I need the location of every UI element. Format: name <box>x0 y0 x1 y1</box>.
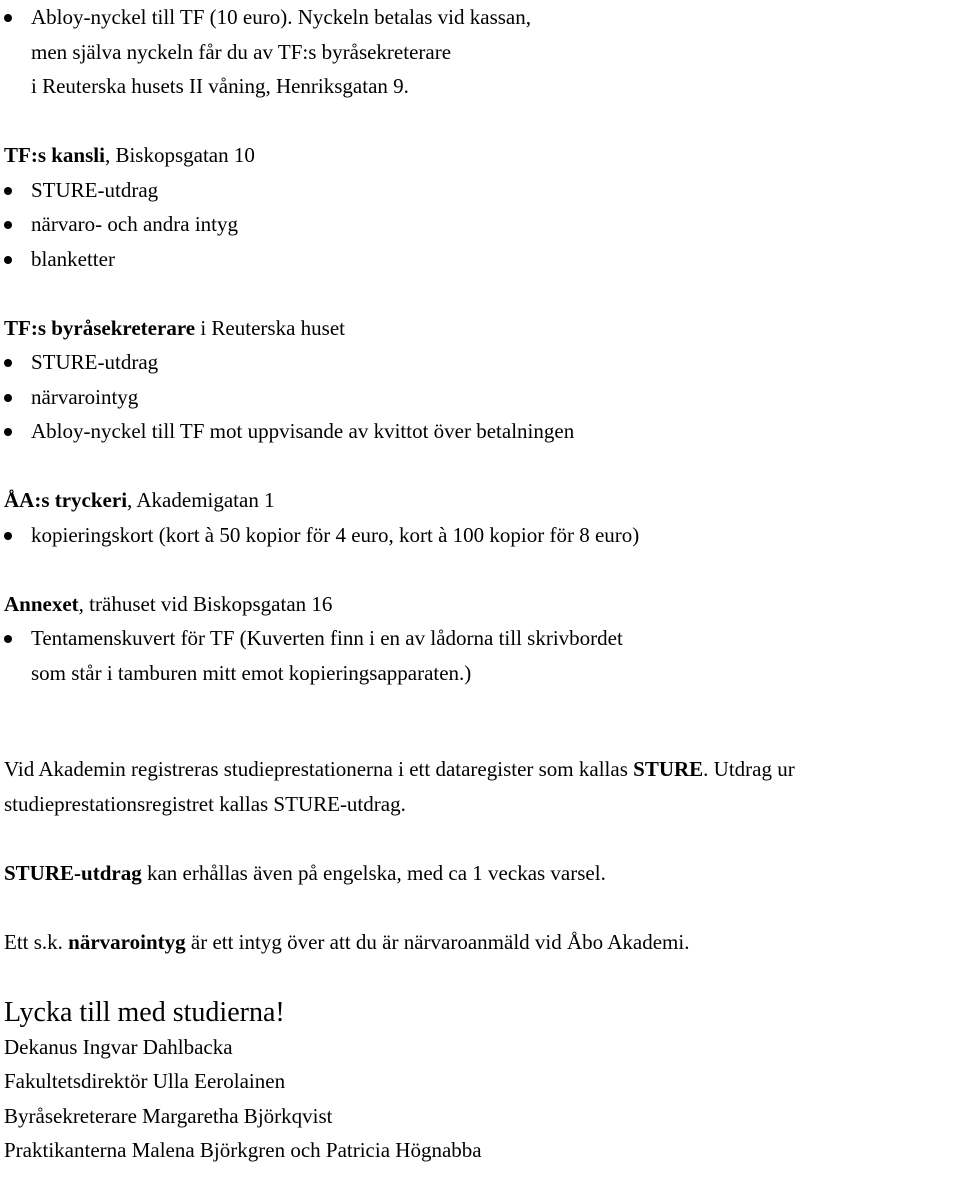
paragraph-text: är ett intyg över att du är närvaroanmäld vid Åbo Akademi. <box>185 929 690 954</box>
section-heading-bold: TF:s kansli <box>4 143 105 167</box>
list-item-line: som står i tamburen mitt emot kopieringsapparaten.) <box>31 660 472 685</box>
list-item-line: Tentamenskuvert för TF (Kuverten finn i en av lådorna till skrivbordet <box>31 626 623 650</box>
list-item <box>4 0 956 104</box>
paragraph-bold: STURE-utdrag <box>4 860 142 885</box>
abloy-list <box>4 0 956 104</box>
kansli-list <box>4 173 956 277</box>
spacer <box>4 104 956 139</box>
closing-title: Lycka till med studierna! <box>4 996 285 1028</box>
info-paragraph-utdrag <box>4 856 956 891</box>
annexet-list <box>4 621 956 690</box>
paragraph-bold: STURE <box>633 757 704 781</box>
section-heading-rest: , trähuset vid Biskopsgatan 16 <box>78 591 333 616</box>
paragraph-text: Ett s.k. <box>4 929 69 954</box>
signature-line: Praktikanterna Malena Björkgren och Patricia Högnabba <box>4 1138 482 1162</box>
paragraph-text: . Utdrag ur studieprestationsregistret kallas STURE-utdrag. <box>4 757 795 816</box>
signature-line: Dekanus Ingvar Dahlbacka <box>4 1034 233 1059</box>
section-heading-rest: i Reuterska huset <box>195 315 345 340</box>
spacer <box>4 690 956 752</box>
info-paragraph-sture <box>4 752 956 821</box>
section-heading-tryckeri <box>4 483 956 518</box>
byra-list <box>4 345 956 449</box>
section-heading-bold: ÅA:s tryckeri <box>4 488 128 512</box>
paragraph-text: kan erhållas även på engelska, med ca 1 veckas varsel. <box>141 860 606 885</box>
spacer <box>4 821 956 856</box>
list-item: närvaro- och andra intyg <box>4 207 956 242</box>
spacer <box>4 449 956 484</box>
list-item-line: men själva nyckeln får du av TF:s byråsekreterare <box>31 39 452 64</box>
list-item: STURE-utdrag <box>4 345 956 380</box>
spacer <box>4 276 956 311</box>
section-heading-byra <box>4 311 956 346</box>
spacer <box>4 959 956 994</box>
info-paragraph-narvarointyg <box>4 925 956 960</box>
section-heading-bold: Annexet <box>4 591 79 616</box>
spacer <box>4 552 956 587</box>
list-item: STURE-utdrag <box>4 173 956 208</box>
list-item: Abloy-nyckel till TF mot uppvisande av kvittot över betalningen <box>4 414 956 449</box>
list-item <box>4 621 956 690</box>
section-heading-kansli <box>4 138 956 173</box>
tryckeri-list <box>4 518 956 553</box>
list-item-line: Abloy-nyckel till TF (10 euro). Nyckeln betalas vid kassan, <box>31 5 532 29</box>
list-item: blanketter <box>4 242 956 277</box>
section-heading-bold: TF:s byråsekreterare <box>4 315 196 340</box>
paragraph-text: Vid Akademin registreras studieprestationerna i ett dataregister som kallas <box>4 757 634 781</box>
section-heading-annexet <box>4 587 956 622</box>
list-item: kopieringskort (kort à 50 kopior för 4 euro, kort à 100 kopior för 8 euro) <box>4 518 956 553</box>
section-heading-rest: , Akademigatan 1 <box>127 488 275 512</box>
section-heading-rest: , Biskopsgatan 10 <box>104 143 255 167</box>
paragraph-bold: närvarointyg <box>68 929 186 954</box>
list-item-line: i Reuterska husets II våning, Henriksgatan 9. <box>31 74 409 98</box>
signature-line: Byråsekreterare Margaretha Björkqvist <box>4 1103 333 1128</box>
document-page <box>4 0 956 1168</box>
signature-line: Fakultetsdirektör Ulla Eerolainen <box>4 1069 286 1093</box>
list-item: närvarointyg <box>4 380 956 415</box>
spacer <box>4 890 956 925</box>
